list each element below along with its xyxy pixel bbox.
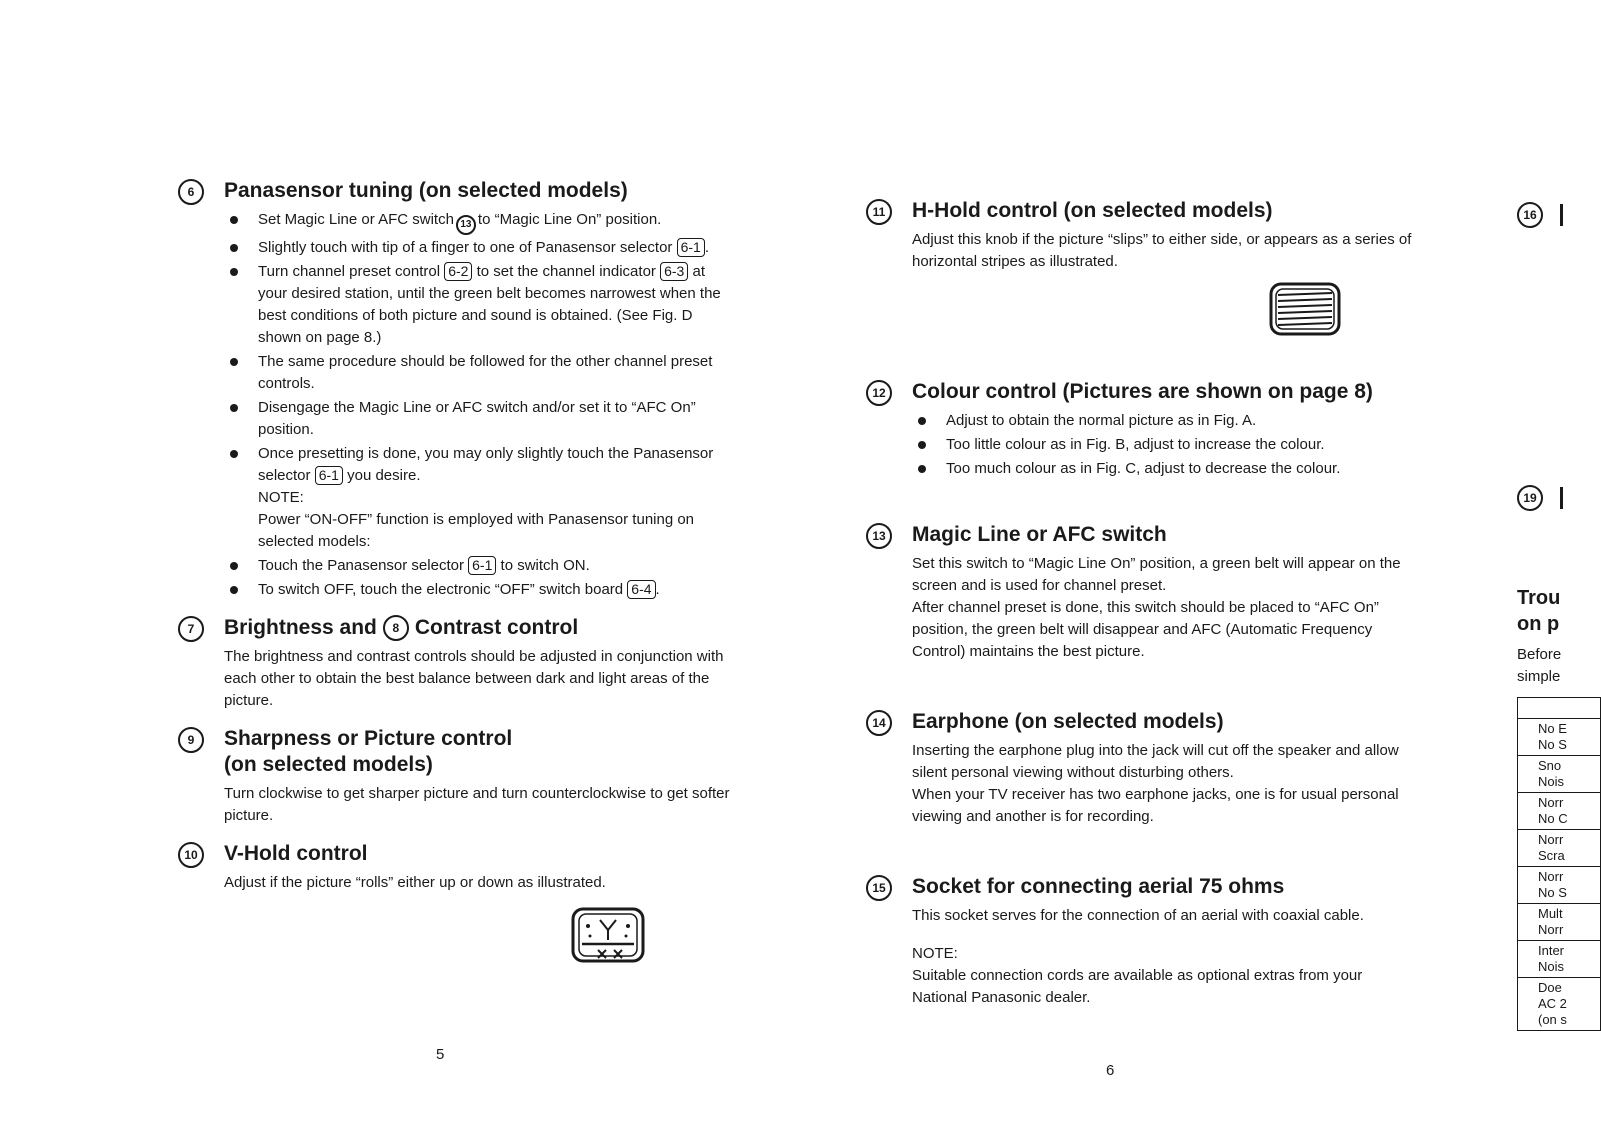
bullet-list xyxy=(912,410,1416,480)
page-number: 6 xyxy=(1106,1062,1115,1079)
table-row: Inter Nois xyxy=(1518,941,1601,978)
troubleshooting-heading: Trou on p xyxy=(1517,587,1561,635)
section-number: 14 xyxy=(866,710,892,736)
section-number: 16 xyxy=(1517,202,1543,228)
list-item: Too much colour as in Fig. C, adjust to decrease the colour. xyxy=(912,458,1416,480)
section-earphone xyxy=(866,709,1416,828)
section-number: 13 xyxy=(866,523,892,549)
section-title: Panasensor tuning (on selected models) xyxy=(224,179,628,202)
section-text: The brightness and contrast controls should be adjusted in conjunction with each other to obtain the best balance between dark and light areas of the picture. xyxy=(224,648,724,710)
table-header-cell xyxy=(1518,698,1601,719)
section-title: H-Hold control (on selected models) xyxy=(912,199,1273,222)
table-row: Sno Nois xyxy=(1518,756,1601,793)
section-title: Sharpness or Picture control (on selected models) xyxy=(224,727,513,777)
section-number: 11 xyxy=(866,199,892,225)
right-page xyxy=(866,198,1416,1023)
section-number: 10 xyxy=(178,842,204,868)
troubleshooting-table xyxy=(1517,697,1601,1031)
table-row: Mult Norr xyxy=(1518,904,1601,941)
list-item: Turn channel preset control 6-2 to set the channel indicator 6-3 at your desired station, until the green belt becomes narrowest when the best conditions of both picture and sound is obtained. (See Fig. D shown on page 8.) xyxy=(224,261,738,349)
list-item: Once presetting is done, you may only slightly touch the Panasensor selector 6-1 you desire. NOTE: Power “ON-OFF” function is employed with Panasensor tuning on selected models: xyxy=(224,443,738,553)
page-number: 5 xyxy=(436,1046,445,1063)
cut-off-heading xyxy=(1560,204,1573,226)
section-h-hold xyxy=(866,198,1416,337)
section-number: 15 xyxy=(866,875,892,901)
section-text: Inserting the earphone plug into the jack will cut off the speaker and allow silent personal viewing without disturbing others. xyxy=(912,742,1399,781)
section-text: Turn clockwise to get sharper picture and turn counterclockwise to get softer picture. xyxy=(224,785,730,825)
left-page xyxy=(178,178,738,978)
table-row: Norr Scra xyxy=(1518,830,1601,867)
list-item: Touch the Panasensor selector 6-1 to switch ON. xyxy=(224,555,738,577)
ref-box: 6-2 xyxy=(444,262,472,281)
ref-box: 6-4 xyxy=(627,580,655,599)
section-title: Brightness and 8 Contrast control xyxy=(224,615,738,641)
bullet-list xyxy=(224,209,738,601)
note-label: NOTE: xyxy=(258,489,304,506)
section-number: 12 xyxy=(866,380,892,406)
list-item: Adjust to obtain the normal picture as in Fig. A. xyxy=(912,410,1416,432)
rolling-picture-illustration xyxy=(570,906,646,964)
section-v-hold xyxy=(178,841,738,964)
section-text: Adjust if the picture “rolls” either up or down as illustrated. xyxy=(224,874,606,892)
list-item: Slightly touch with tip of a finger to one of Panasensor selector 6-1 . xyxy=(224,237,738,259)
note-text: Suitable connection cords are available as optional extras from your National Panasonic dealer. xyxy=(912,967,1363,1006)
ref-box: 6-1 xyxy=(315,466,343,485)
section-title: Colour control (Pictures are shown on page 8) xyxy=(912,380,1373,403)
section-colour-control xyxy=(866,379,1416,480)
ref-box: 6-1 xyxy=(468,556,496,575)
horizontal-stripes-illustration xyxy=(1268,281,1342,337)
section-text: Set this switch to “Magic Line On” position, a green belt will appear on the screen and is used for channel preset. xyxy=(912,555,1401,594)
section-brightness-contrast xyxy=(178,615,738,712)
section-number: 19 xyxy=(1517,485,1543,511)
section-title: Magic Line or AFC switch xyxy=(912,523,1167,546)
ref-box: 6-3 xyxy=(660,262,688,281)
section-number: 7 xyxy=(178,616,204,642)
note-label: NOTE: xyxy=(912,945,958,962)
table-row: Norr No C xyxy=(1518,793,1601,830)
section-text: This socket serves for the connection of an aerial with coaxial cable. xyxy=(912,907,1364,924)
table-row: Doe AC 2 (on s xyxy=(1518,978,1601,1031)
troubleshooting-intro: Before simple xyxy=(1517,646,1562,685)
list-item: Disengage the Magic Line or AFC switch and/or set it to “AFC On” position. xyxy=(224,397,738,441)
section-number: 6 xyxy=(178,179,204,205)
note-text: Power “ON-OFF” function is employed with Panasensor tuning on selected models: xyxy=(258,511,695,550)
list-item: To switch OFF, touch the electronic “OFF” switch board 6-4 . xyxy=(224,579,738,601)
section-title: V-Hold control xyxy=(224,842,368,866)
section-magic-line xyxy=(866,522,1416,663)
list-item: The same procedure should be followed for the other channel preset controls. xyxy=(224,351,738,395)
section-text: Adjust this knob if the picture “slips” to either side, or appears as a series of horizontal stripes as illustrated. xyxy=(912,231,1412,270)
section-title: Earphone (on selected models) xyxy=(912,710,1224,733)
section-aerial-socket xyxy=(866,874,1416,1009)
list-item: Set Magic Line or AFC switch 13 to “Magic Line On” position. xyxy=(224,209,738,235)
list-item: Too little colour as in Fig. B, adjust to increase the colour. xyxy=(912,434,1416,456)
ref-box: 6-1 xyxy=(677,238,705,257)
table-row: Norr No S xyxy=(1518,867,1601,904)
section-text: After channel preset is done, this switch should be placed to “AFC On” position, the green belt will disappear and AFC (Automatic Frequency Control) maintains the best picture. xyxy=(912,599,1379,660)
section-sharpness xyxy=(178,726,738,827)
section-panasensor-tuning xyxy=(178,178,738,601)
ref-number: 13 xyxy=(456,215,476,235)
section-number: 8 xyxy=(383,615,409,641)
cut-off-heading xyxy=(1560,487,1573,509)
section-text: When your TV receiver has two earphone jacks, one is for usual personal viewing and another is for recording. xyxy=(912,786,1399,825)
table-row: No E No S xyxy=(1518,719,1601,756)
section-title: Socket for connecting aerial 75 ohms xyxy=(912,875,1285,898)
section-number: 9 xyxy=(178,727,204,753)
